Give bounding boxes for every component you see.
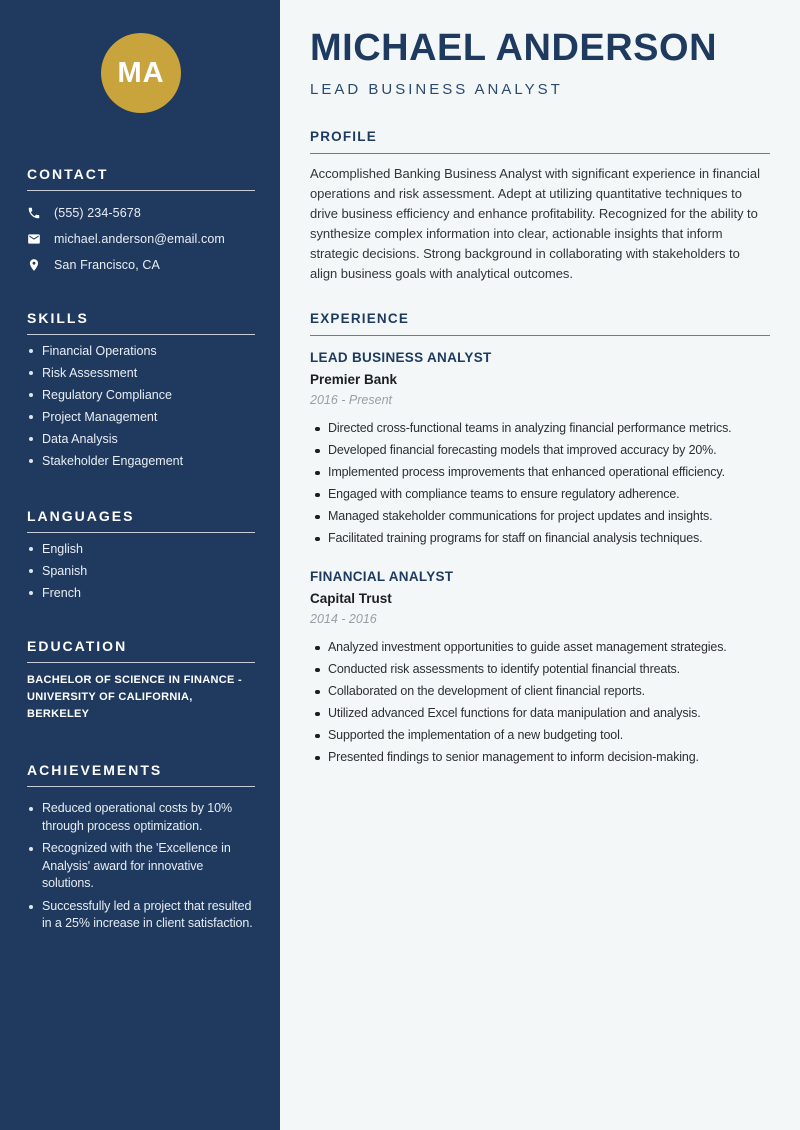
- job-entry: [310, 568, 770, 766]
- contact-phone: (555) 234-5678: [54, 205, 141, 220]
- achievements-list: [27, 800, 255, 933]
- profile-divider: [310, 153, 770, 154]
- candidate-name: MICHAEL ANDERSON: [310, 27, 718, 69]
- skills-list: [27, 343, 255, 469]
- languages-heading: LANGUAGES: [27, 508, 135, 524]
- contact-email: michael.anderson@email.com: [54, 231, 225, 246]
- contact-heading: CONTACT: [27, 166, 109, 182]
- job-bullet: Analyzed investment opportunities to guide asset management strategies.: [310, 639, 770, 656]
- education-heading: EDUCATION: [27, 638, 128, 654]
- language-item: Spanish: [27, 563, 255, 579]
- profile-text: Accomplished Banking Business Analyst with significant experience in financial operations and risk assessment. Adept at utilizing quantitative techniques to drive business efficiency and enhance profitability. Recognized for the ability to synthesize complex information into clear, actionable insights that inform strategic decisions. Strong background in collaborating with stakeholders to align business goals with analytical outcomes.: [310, 166, 760, 281]
- avatar-initials: MA: [117, 56, 165, 89]
- language-item: French: [27, 585, 255, 601]
- phone-icon: [27, 206, 41, 220]
- education-divider: [27, 662, 255, 663]
- job-bullet: Presented findings to senior management to inform decision-making.: [310, 749, 770, 766]
- achievement-item: Reduced operational costs by 10% through process optimization.: [27, 800, 255, 835]
- experience-section: [310, 310, 770, 766]
- job-bullet: Implemented process improvements that enhanced operational efficiency.: [310, 464, 770, 481]
- email-icon: [27, 232, 41, 246]
- contact-email-row: [27, 230, 255, 247]
- experience-heading: EXPERIENCE: [310, 311, 410, 326]
- job-bullet: Managed stakeholder communications for project updates and insights.: [310, 508, 770, 525]
- skills-section: [27, 309, 255, 469]
- job-bullet: Engaged with compliance teams to ensure regulatory adherence.: [310, 486, 770, 503]
- job-bullet: Utilized advanced Excel functions for data manipulation and analysis.: [310, 705, 770, 722]
- job-bullets: [310, 639, 770, 766]
- job-dates: 2014 - 2016: [310, 612, 377, 626]
- contact-list: [27, 204, 255, 273]
- skill-item: Data Analysis: [27, 431, 255, 447]
- contact-location-row: [27, 256, 255, 273]
- experience-divider: [310, 335, 770, 336]
- job-dates: 2016 - Present: [310, 393, 392, 407]
- languages-list: [27, 541, 255, 601]
- location-icon: [27, 258, 41, 272]
- job-bullet: Collaborated on the development of client financial reports.: [310, 683, 770, 700]
- skill-item: Stakeholder Engagement: [27, 453, 255, 469]
- job-bullet: Conducted risk assessments to identify potential financial threats.: [310, 661, 770, 678]
- contact-divider: [27, 190, 255, 191]
- job-bullet: Developed financial forecasting models that improved accuracy by 20%.: [310, 442, 770, 459]
- job-company: Capital Trust: [310, 591, 392, 606]
- education-degree: BACHELOR OF SCIENCE IN FINANCE - UNIVERSITY OF CALIFORNIA, BERKELEY: [27, 674, 242, 720]
- job-bullet: Facilitated training programs for staff on financial analysis techniques.: [310, 530, 770, 547]
- skills-heading: SKILLS: [27, 310, 89, 326]
- achievements-divider: [27, 786, 255, 787]
- job-title: LEAD BUSINESS ANALYST: [310, 350, 492, 365]
- contact-section: [27, 165, 255, 273]
- profile-heading: PROFILE: [310, 129, 377, 144]
- skill-item: Financial Operations: [27, 343, 255, 359]
- skill-item: Risk Assessment: [27, 365, 255, 381]
- education-section: [27, 637, 255, 723]
- avatar: [101, 33, 181, 113]
- languages-divider: [27, 532, 255, 533]
- candidate-title: LEAD BUSINESS ANALYST: [310, 81, 563, 98]
- languages-section: [27, 507, 255, 601]
- achievements-heading: ACHIEVEMENTS: [27, 762, 163, 778]
- skills-divider: [27, 334, 255, 335]
- job-company: Premier Bank: [310, 372, 398, 387]
- contact-phone-row: [27, 204, 255, 221]
- job-bullet: Directed cross-functional teams in analyzing financial performance metrics.: [310, 420, 770, 437]
- achievement-item: Successfully led a project that resulted in a 25% increase in client satisfaction.: [27, 898, 255, 933]
- contact-location: San Francisco, CA: [54, 257, 160, 272]
- achievement-item: Recognized with the 'Excellence in Analysis' award for innovative solutions.: [27, 840, 255, 893]
- job-bullet: Supported the implementation of a new budgeting tool.: [310, 727, 770, 744]
- job-bullets: [310, 420, 770, 547]
- sidebar: [0, 0, 280, 1130]
- job-title: FINANCIAL ANALYST: [310, 569, 454, 584]
- job-entry: [310, 349, 770, 547]
- achievements-section: [27, 761, 255, 933]
- skill-item: Regulatory Compliance: [27, 387, 255, 403]
- language-item: English: [27, 541, 255, 557]
- skill-item: Project Management: [27, 409, 255, 425]
- main-content: [280, 0, 800, 1130]
- profile-section: [310, 128, 770, 284]
